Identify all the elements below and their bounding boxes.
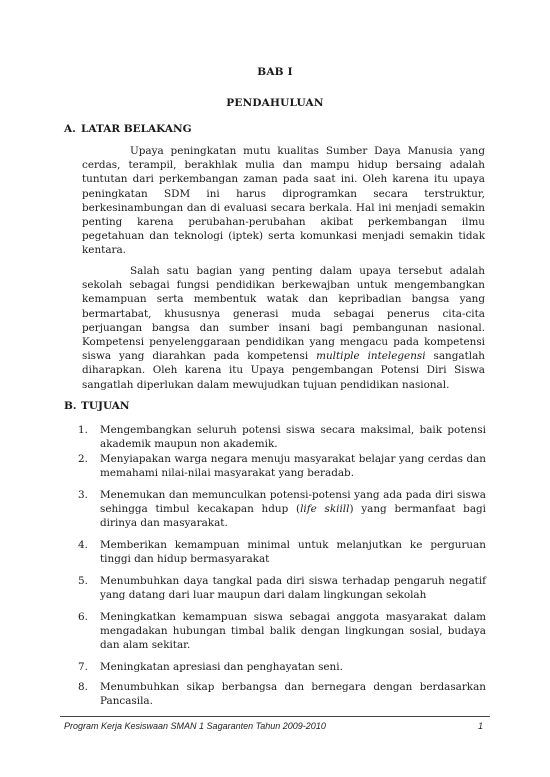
list-item-number: 8. — [78, 681, 88, 693]
list-item-number: 1. — [78, 424, 88, 436]
list-item-number: 2. — [78, 453, 88, 465]
section-number: A. — [64, 123, 76, 135]
list-item — [78, 680, 486, 708]
list-item-number: 3. — [78, 489, 88, 501]
list-item — [78, 610, 486, 653]
list-item — [78, 574, 486, 602]
list-item-text — [100, 488, 486, 531]
section-heading-latar-belakang — [64, 123, 192, 135]
section-title: LATAR BELAKANG — [81, 123, 192, 135]
list-item-number: 7. — [78, 661, 88, 673]
section-heading-tujuan — [64, 400, 130, 412]
chapter-title: BAB I — [257, 66, 293, 78]
italic-term: multiple intelegensi — [316, 350, 426, 363]
list-item — [78, 538, 486, 566]
list-item — [78, 660, 486, 674]
list-item-number: 4. — [78, 539, 88, 551]
list-item — [78, 488, 486, 531]
list-item-text: Menumbuhkan daya tangkal pada diri siswa terhadap pengaruh negatif yang datang dari luar maupun dari dalam lingkungan sekolah — [100, 575, 486, 602]
list-item-text: Meningkatan apresiasi dan penghayatan seni. — [100, 661, 343, 673]
list-item-text-part: ) yang bermanfaat bagi dirinya dan masyarakat. — [100, 503, 486, 530]
list-item-text-part: Menemukan dan memunculkan potensi-potensi yang ada pada diri siswa sehingga timbul kecakapan hdup ( — [100, 489, 486, 516]
list-item-text: Menumbuhkan sikap berbangsa dan bernegara dengan berdasarkan Pancasila. — [100, 681, 486, 708]
chapter-subtitle: PENDAHULUAN — [226, 97, 324, 109]
paragraph-text: Salah satu bagian yang penting dalam upaya tersebut adalah sekolah sebagai fungsi pendidikan berkewajban untuk mengembangkan kemampuan serta membentuk watak dan kepribadian bangsa yang bermartabat, khususnya generasi muda sebagai penerus cita-cita perjuangan bangsa dan sumber insani bagi pembangunan nasional. Kompetensi penyelenggaraan pendidikan yang mengacu pada kompetensi siswa yang diarahkan pada kompetensi — [82, 265, 485, 363]
list-item-text: Memberikan kemampuan minimal untuk melanjutkan ke perguruan tinggi dan hidup bermasyarakat — [100, 539, 486, 566]
list-item-number: 5. — [78, 575, 88, 587]
background-paragraph-2 — [82, 264, 485, 392]
list-item-number: 6. — [78, 611, 88, 623]
list-item-text: Menyiapakan warga negara menuju masyarakat belajar yang cerdas dan memahami nilai-nilai masyarakat yang beradab. — [100, 453, 486, 480]
list-item-text: Meningkatkan kemampuan siswa sebagai anggota masyarakat dalam mengadakan hubungan timbal balik dengan lingkungan sosial, budaya dan alam sekitar. — [100, 611, 486, 652]
list-item-text: Mengembangkan seluruh potensi siswa secara maksimal, baik potensi akademik maupun non akademik. — [100, 424, 486, 451]
section-title: TUJUAN — [81, 400, 130, 412]
list-item — [78, 452, 486, 480]
footer-text: Program Kerja Kesiswaan SMAN 1 Sagaranten Tahun 2009-2010 — [64, 721, 326, 731]
list-item — [78, 423, 486, 451]
section-number: B. — [64, 400, 77, 412]
footer-divider — [60, 716, 490, 717]
page-number: 1 — [478, 721, 484, 731]
background-paragraph-1: Upaya peningkatan mutu kualitas Sumber Daya Manusia yang cerdas, terampil, berakhlak mulia dan mampu hidup bersaing adalah tuntutan dari perkembangan zaman pada saat ini. Oleh karena itu upaya peningkatan SDM ini harus diprogramkan secara terstruktur, berkesinambungan dan di evaluasi secara berkala. Hal ini menjadi semakin penting karena perubahan-perubahan akibat perkembangan ilmu pegetahuan dan teknologi (iptek) serta komunkasi menjadi semakin tidak kentara. — [82, 145, 485, 257]
italic-term: life skiill — [300, 503, 350, 516]
paragraph-text: sangatlah diharapkan. Oleh karena itu Upaya pengembangan Potensi Diri Siswa sangatlah diperlukan dalam mewujudkan tujuan pendidikan nasional. — [82, 350, 485, 391]
